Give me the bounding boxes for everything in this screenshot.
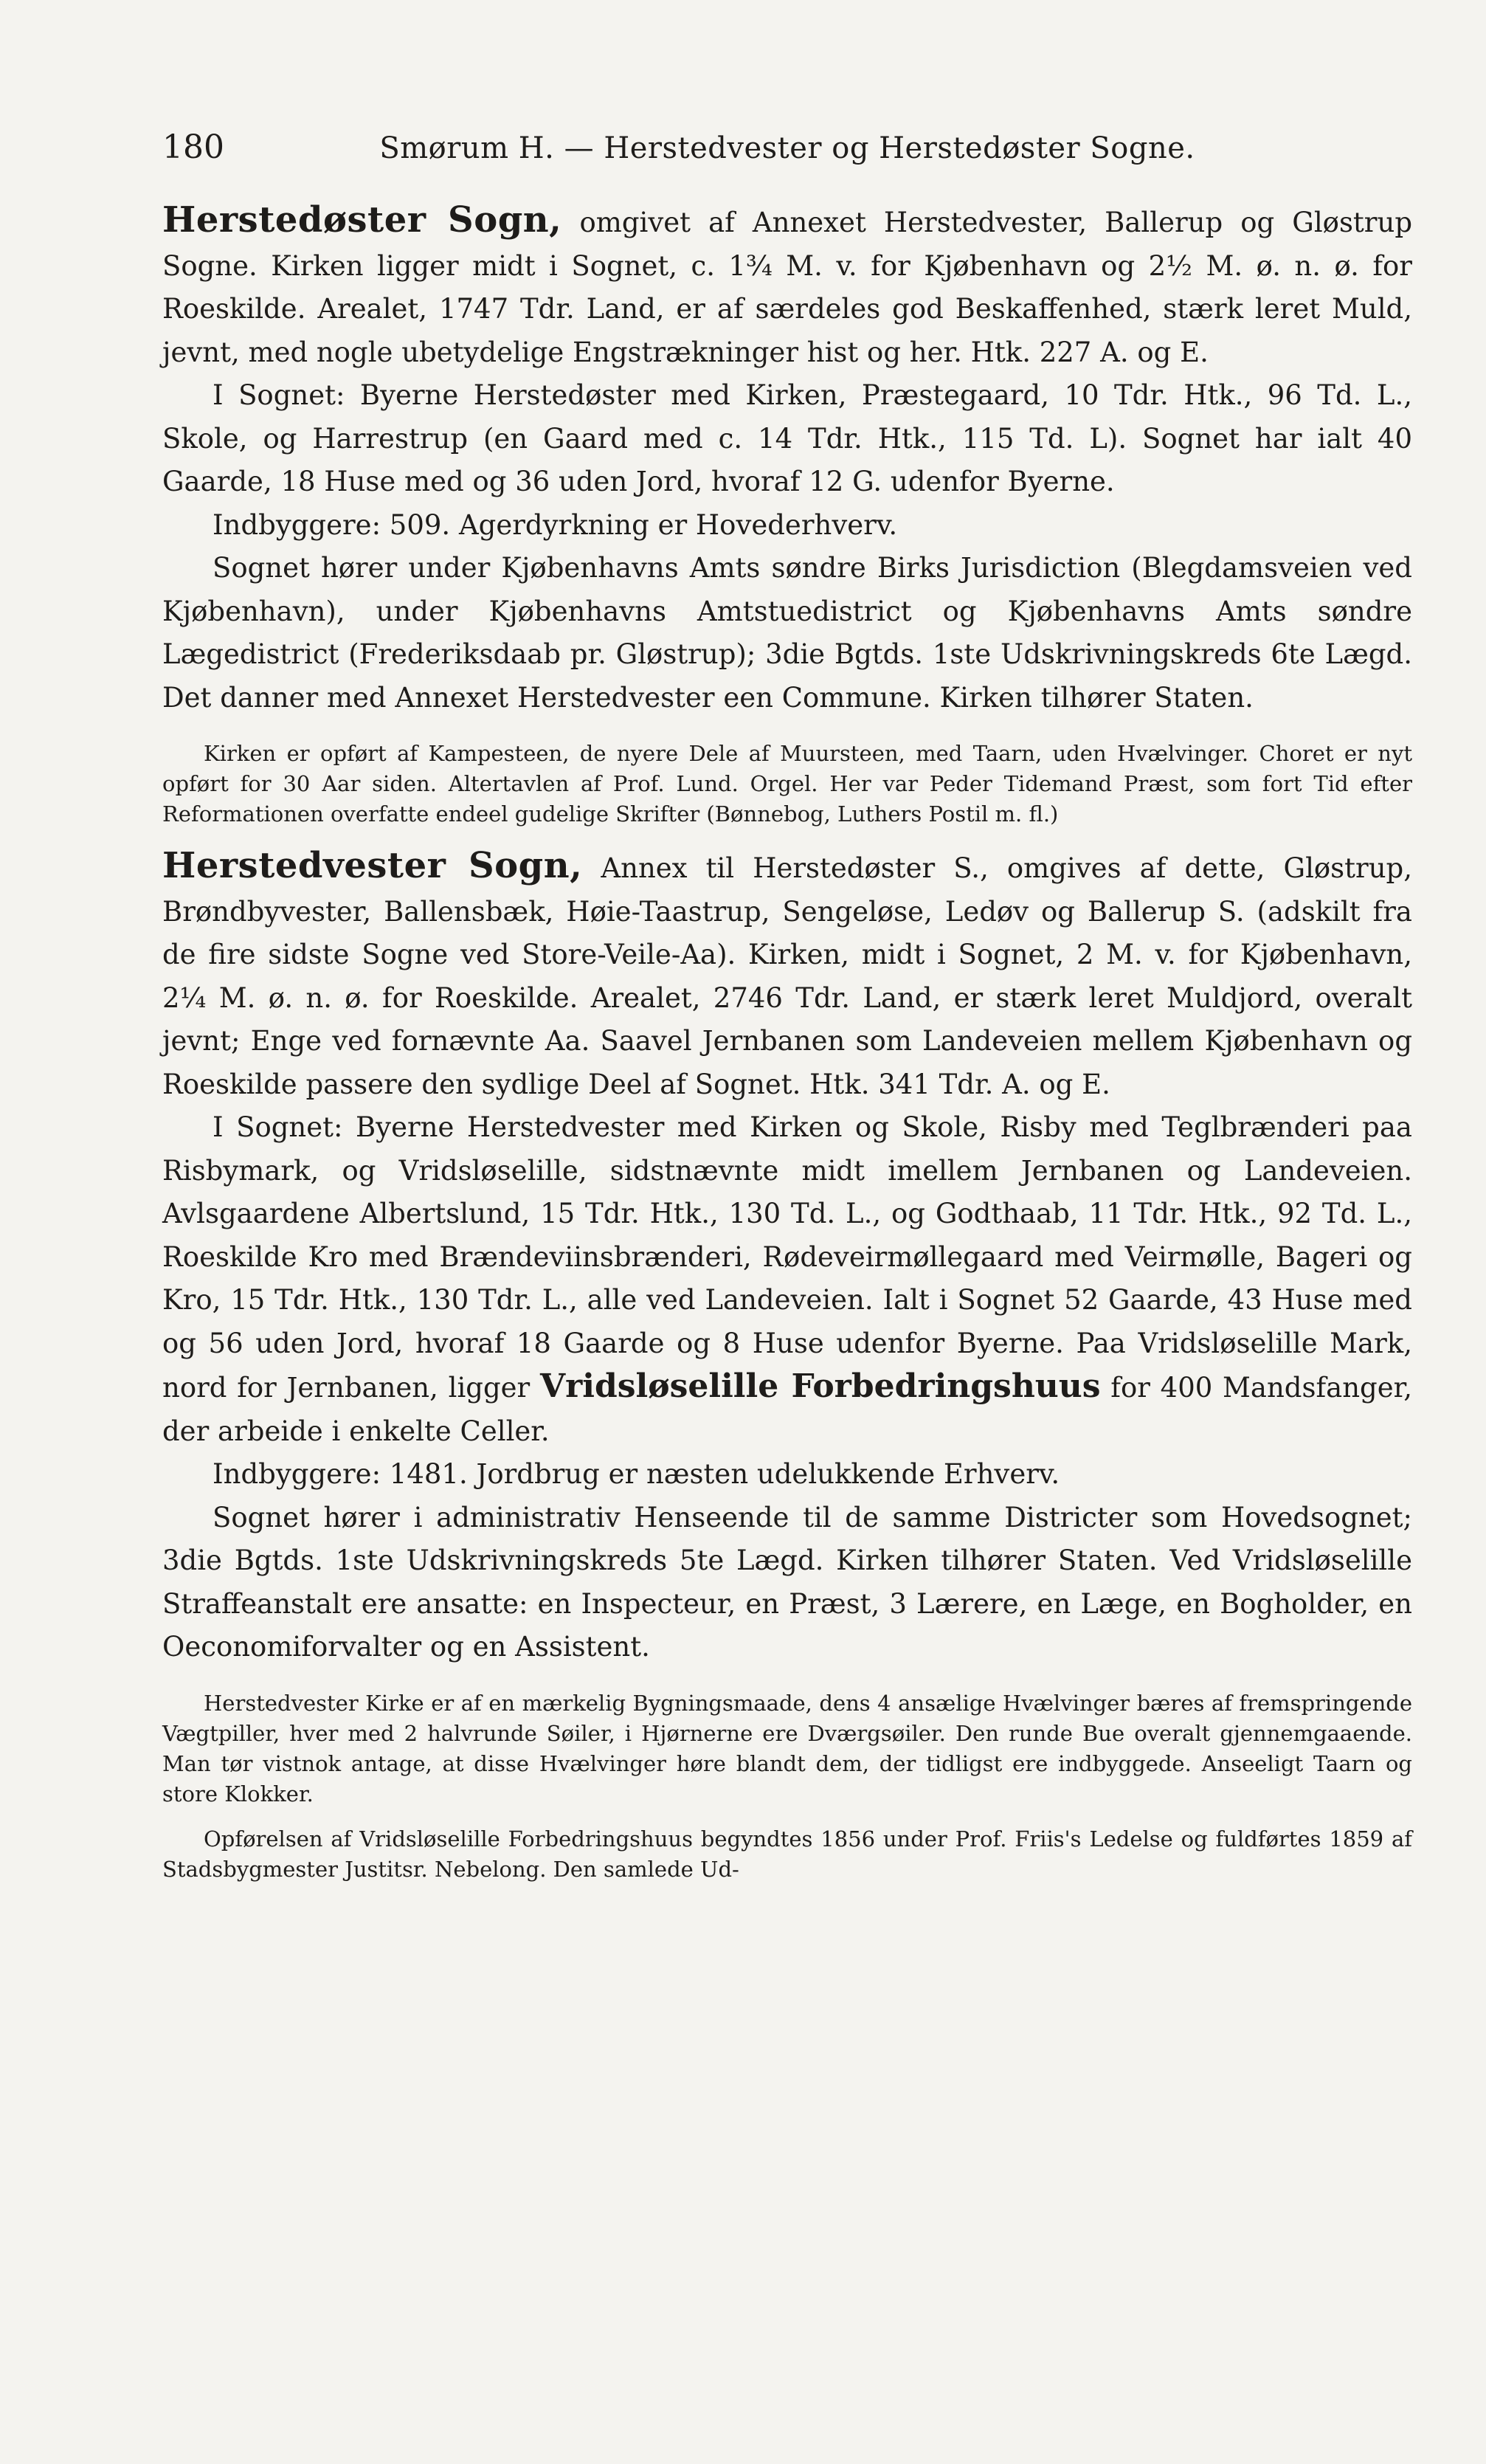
- section-herstedvester: [162, 844, 1412, 1885]
- section-heading: Herstedøster Sogn,: [162, 199, 562, 241]
- footnote: Opførelsen af Vridsløselille Forbedringshuus begyndtes 1856 under Prof. Friis's Ledelse og fuldførtes 1859 af Stadsbygmester Justitsr. Nebelong. Den samlede Ud-: [162, 1826, 1412, 1882]
- footnote: Kirken er opført af Kampesteen, de nyere Dele af Muursteen, med Taarn, uden Hvælvinger. Choret er nyt opført for 30 Aar siden. Altertavlen af Prof. Lund. Orgel. Her var Peder Tidemand Præst, som fort Tid efter Reformationen overfatte endeel gudelige Skrifter (Bønnebog, Luthers Postil m. fl.): [162, 741, 1412, 826]
- running-title: Smørum H. — Herstedvester og Herstedøster Sogne.: [379, 131, 1195, 165]
- villages-text: I Sognet: Byerne Herstedvester med Kirken og Skole, Risby med Teglbrænderi paa Risbymark, og Vridsløselille, sidstnævnte midt imellem Jernbanen og Landeveien. Avlsgaardene Albertslund, 15 Tdr. Htk., 130 Td. L., og Godthaab, 11 Tdr. Htk., 92 Td. L., Roeskilde Kro med Brændeviinsbrænderi, Rødeveirmøllegaard med Veirmølle, Bageri og Kro, 15 Tdr. Htk., 130 Tdr. L., alle ved Landeveien. Ialt i Sognet 52 Gaarde, 43 Huse med og 56 uden Jord, hvoraf 18 Gaarde og 8 Huse udenfor Byerne. Paa Vridsløselille Mark, nord for Jernbanen, ligger: [162, 1111, 1412, 1404]
- section-heading: Herstedvester Sogn,: [162, 845, 583, 886]
- section-herstedoster: [162, 199, 1412, 829]
- footnote: Herstedvester Kirke er af en mærkelig Bygningsmaade, dens 4 ansælige Hvælvinger bæres af fremspringende Vægtpiller, hver med 2 halvrunde Søiler, i Hjørnerne ere Dværgsøiler. Den runde Bue overalt gjennemgaaende. Man tør vistnok antage, at disse Hvælvinger høre blandt dem, der tidligst ere indbyggede. Anseeligt Taarn og store Klokker.: [162, 1690, 1412, 1806]
- running-head: [162, 125, 1412, 170]
- page-number: 180: [162, 128, 224, 166]
- villages-text-end: for 400 Mandsfanger, der arbeide i enkelte Celler.: [162, 1372, 1413, 1447]
- section-intro: [162, 199, 1412, 374]
- villages-paragraph: [162, 1106, 1412, 1453]
- population-paragraph: Indbyggere: 509. Agerdyrkning er Hovederhverv.: [212, 508, 898, 541]
- population-paragraph: Indbyggere: 1481. Jordbrug er næsten udelukkende Erhverv.: [212, 1458, 1060, 1490]
- administration-paragraph: Sognet hører under Kjøbenhavns Amts søndre Birks Jurisdiction (Blegdamsveien ved Kjøbenhavn), under Kjøbenhavns Amtstuedistrict og Kjøbenhavns Amts søndre Lægedistrict (Frederiksdaab pr. Gløstrup); 3die Bgtds. 1ste Udskrivningskreds 6te Lægd. Det danner med Annexet Herstedvester een Commune. Kirken tilhører Staten.: [162, 552, 1412, 714]
- villages-paragraph: I Sognet: Byerne Herstedøster med Kirken, Præstegaard, 10 Tdr. Htk., 96 Td. L., Skole, og Harrestrup (en Gaard med c. 14 Tdr. Htk., 115 Td. L). Sognet har ialt 40 Gaarde, 18 Huse med og 36 uden Jord, hvoraf 12 G. udenfor Byerne.: [162, 379, 1412, 497]
- section-intro: [162, 844, 1412, 1106]
- administration-paragraph: Sognet hører i administrativ Henseende til de samme Districter som Hovedsognet; 3die Bgtds. 1ste Udskrivningskreds 5te Lægd. Kirken tilhører Staten. Ved Vridsløselille Straffeanstalt ere ansatte: en Inspecteur, en Præst, 3 Lærere, en Læge, en Bogholder, en Oeconomiforvalter og en Assistent.: [162, 1501, 1412, 1663]
- intro-text: Annex til Herstedøster S., omgives af dette, Gløstrup, Brøndbyvester, Ballensbæk, Høie-Taastrup, Sengeløse, Ledøv og Ballerup S. (adskilt fra de fire sidste Sogne ved Store-Veile-Aa). Kirken, midt i Sognet, 2 M. v. for Kjøbenhavn, 2¼ M. ø. n. ø. for Roeskilde. Arealet, 2746 Tdr. Land, er stærk leret Muldjord, overalt jevnt; Enge ved fornævnte Aa. Saavel Jernbanen som Landeveien mellem Kjøbenhavn og Roeskilde passere den sydlige Deel af Sognet. Htk. 341 Tdr. A. og E.: [162, 852, 1412, 1100]
- institution-name: Vridsløselille Forbedringshuus: [539, 1367, 1101, 1405]
- intro-text: omgivet af Annexet Herstedvester, Ballerup og Gløstrup Sogne. Kirken ligger midt i Sognet, c. 1¾ M. v. for Kjøbenhavn og 2½ M. ø. n. ø. for Roeskilde. Arealet, 1747 Tdr. Land, er af særdeles god Beskaffenhed, stærk leret Muld, jevnt, med nogle ubetydelige Engstrækninger hist og her. Htk. 227 A. og E.: [162, 207, 1413, 368]
